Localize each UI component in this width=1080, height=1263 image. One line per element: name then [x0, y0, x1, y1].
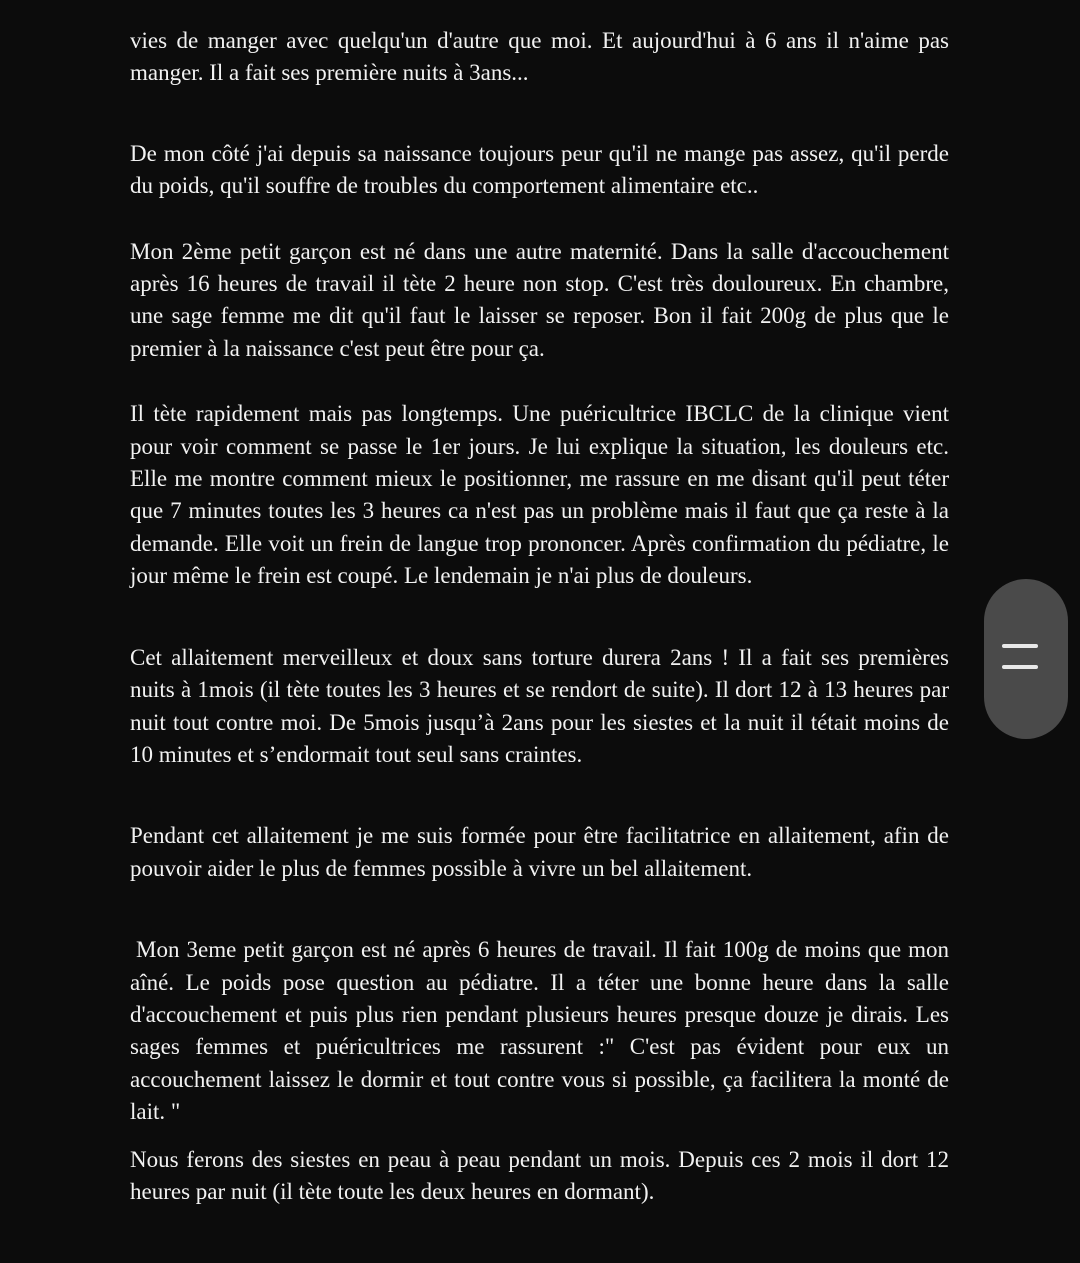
paragraph-6: Pendant cet allaitement je me suis formée pour être facilitatrice en allaitement, afin de pouvoir aider le plus de femmes possible à vivre un bel allaitement.: [130, 823, 949, 881]
paragraph-1: vies de manger avec quelqu'un d'autre que moi. Et aujourd'hui à 6 ans il n'aime pas manger. Il a fait ses première nuits à 3ans...: [130, 28, 949, 86]
paragraph-3: Mon 2ème petit garçon est né dans une autre maternité. Dans la salle d'accouchement après 16 heures de travail il tète 2 heure non stop. C'est très douloureux. En chambre, une sage femme me dit qu'il faut le laisser se reposer. Bon il fait 200g de plus que le premier à la naissance c'est peut être pour ça.: [130, 238, 949, 361]
paragraph-5: Cet allaitement merveilleux et doux sans torture durera 2ans ! Il a fait ses premières nuits à 1mois (il tète toutes les 3 heures et se rendort de suite). Il dort 12 à 13 heures par nuit tout contre moi. De 5mois jusqu’à 2ans pour les siestes et la nuit il tétait moins de 10 minutes et s’endormait tout seul sans craintes.: [130, 644, 949, 767]
drag-handle-icon: [1002, 644, 1038, 648]
paragraph-7: Mon 3eme petit garçon est né après 6 heures de travail. Il fait 100g de moins que mon aîné. Le poids pose question au pédiatre. Il a téter une bonne heure dans la salle d'accouchement et puis plus rien pendant plusieurs heures presque douze je dirais. Les sages femmes et puéricultrices me rassurent :" C'est pas évident pour eux un accouchement laissez le dormir et tout contre vous si possible, ça facilitera la monté de lait. ": [130, 937, 949, 1125]
paragraph-2: De mon côté j'ai depuis sa naissance toujours peur qu'il ne mange pas assez, qu'il perde du poids, qu'il souffre de troubles du comportement alimentaire etc..: [130, 140, 949, 199]
document-text: [130, 0, 949, 1208]
scroll-handle[interactable]: [984, 579, 1068, 739]
drag-handle-icon: [1002, 665, 1038, 669]
paragraph-8: Nous ferons des siestes en peau à peau pendant un mois. Depuis ces 2 mois il dort 12 heures par nuit (il tète toute les deux heures en dormant).: [130, 1146, 949, 1204]
paragraph-4: Il tète rapidement mais pas longtemps. Une puéricultrice IBCLC de la clinique vient pour voir comment se passe le 1er jours. Je lui explique la situation, les douleurs etc. Elle me montre comment mieux le positionner, me rassure en me disant qu'il peut téter que 7 minutes toutes les 3 heures ca n'est pas un problème mais il faut que ça reste à la demande. Elle voit un frein de langue trop prononcer. Après confirmation du pédiatre, le jour même le frein est coupé. Le lendemain je n'ai plus de douleurs.: [130, 401, 949, 589]
